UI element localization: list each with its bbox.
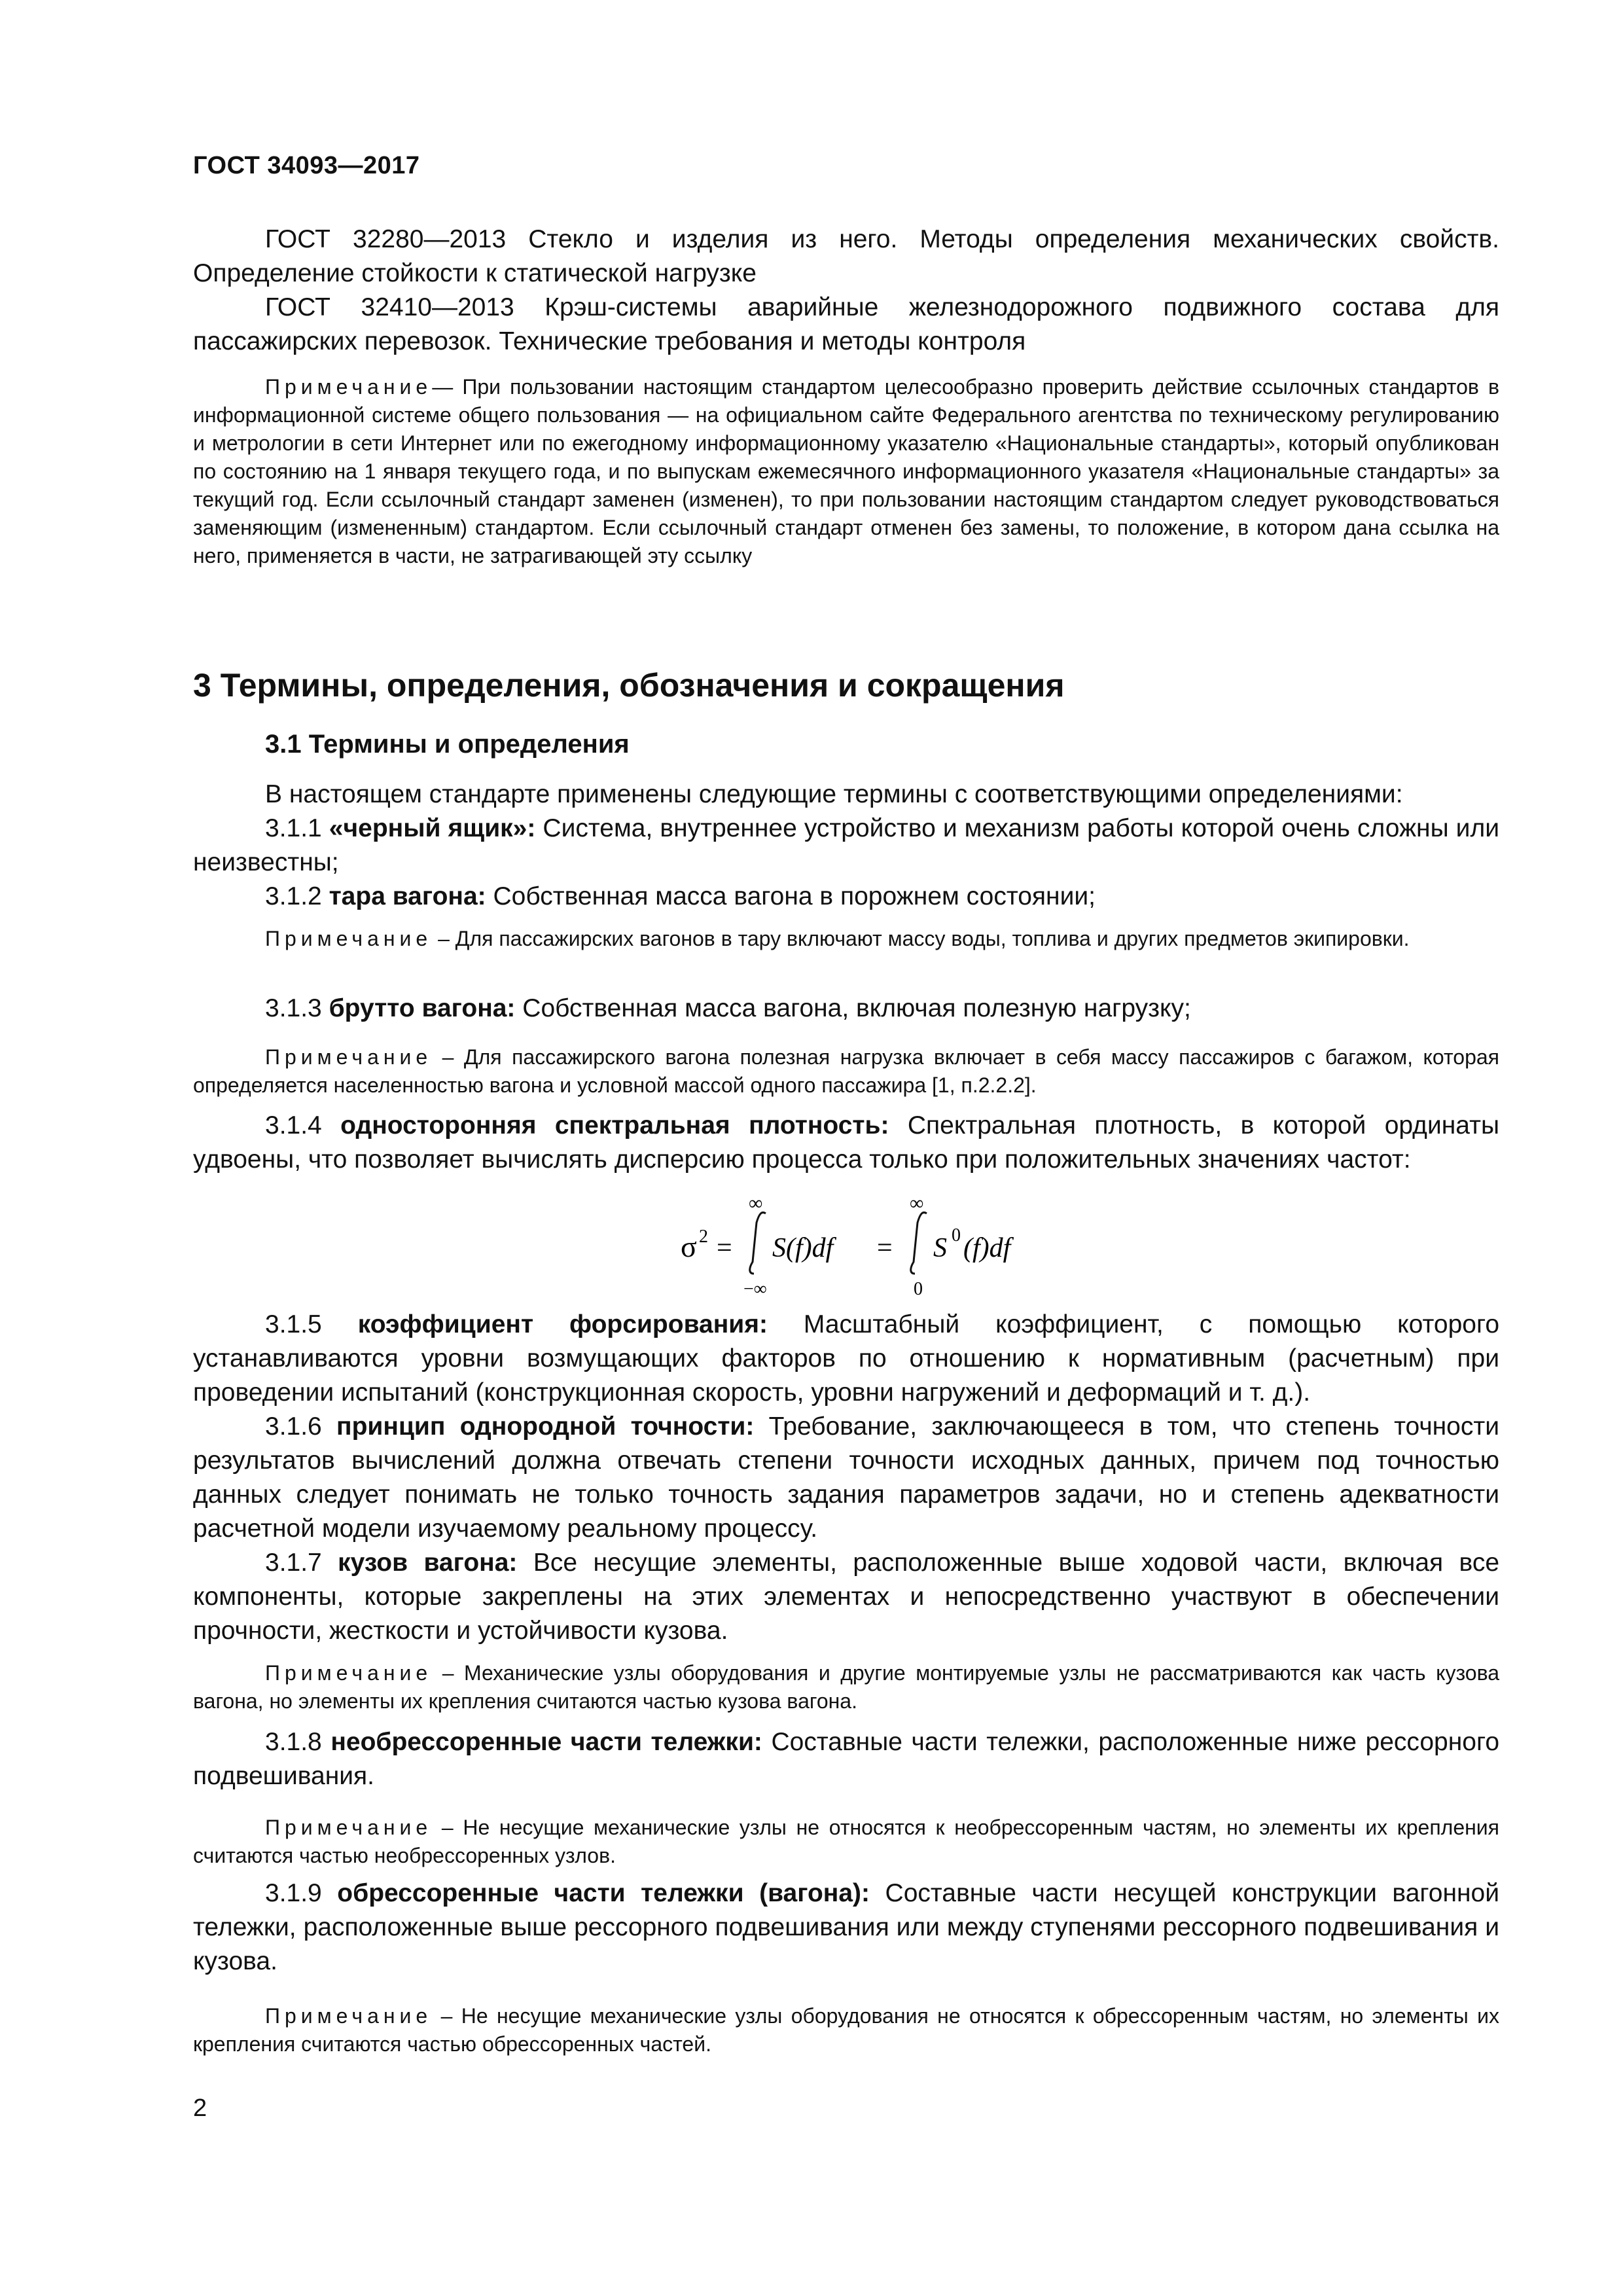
variance-formula <box>681 1196 1047 1301</box>
formula-sigma: σ <box>681 1230 697 1263</box>
formula-lower-limit-1: −∞ <box>743 1279 767 1299</box>
term-3-1-5: 3.1.5 коэффициент форсирования: Масштабный коэффициент, с помощью которого устанавливаются уровни возмущающих факторов по отношению к нормативным (расчетным) при проведении испытаний (конструкционная скорость, уровни нагружений и деформаций и т. д.). <box>193 1310 1500 1407</box>
note-3-1-2: Примечание – Для пассажирских вагонов в тару включают массу воды, топлива и других предметов экипировки. <box>265 927 1410 950</box>
subsection-title: 3.1 Термины и определения <box>265 730 630 759</box>
term-3-1-4: 3.1.4 односторонняя спектральная плотность: Спектральная плотность, в которой ординаты удвоены, что позволяет вычислять дисперсию процесса только при положительных значениях частот: <box>193 1111 1499 1174</box>
term-3-1-8: 3.1.8 необрессоренные части тележки: Составные части тележки, расположенные ниже рессорного подвешивания. <box>193 1728 1500 1790</box>
section-title: 3 Термины, определения, обозначения и сокращения <box>193 667 1065 704</box>
formula-equals-2: = <box>877 1233 893 1263</box>
formula-upper-limit-2: ∞ <box>910 1196 924 1214</box>
note-3-1-3: Примечание – Для пассажирского вагона полезная нагрузка включает в себя массу пассажиров с багажом, которая определяется населенностью вагона и условной массой одного пассажира [1, п.2.2.2]. <box>193 1045 1499 1097</box>
formula-upper-limit-1: ∞ <box>749 1196 763 1214</box>
term-3-1-1: 3.1.1 «черный ящик»: Система, внутреннее устройство и механизм работы которой очень сложны или неизвестны; <box>193 814 1499 876</box>
integral-sign-1 <box>750 1213 766 1274</box>
integral-sign-2 <box>911 1213 927 1274</box>
formula-square: 2 <box>699 1227 708 1247</box>
terms-block-1 <box>193 778 1499 914</box>
note-text: — При пользовании настоящим стандартом целесообразно проверить действие ссылочных стандартов в информационной системе общего пользования — на официальном сайте Федерального агентства по техническому регулированию и метрологии в сети Интернет или по ежегодному информационному указателю «Национальные стандарты», который опубликован по состоянию на 1 января текущего года, и по выпускам ежемесячного информационного указателя «Национальные стандарты» за текущий год. Если ссылочный стандарт заменен (изменен), то при пользовании настоящим стандартом следует руководствоваться заменяющим (измененным) стандартом. Если ссылочный стандарт отменен без замены, то положение, в котором дана ссылка на него, применяется в части, не затрагивающей эту ссылку <box>193 375 1499 567</box>
formula-integrand-2-sup: 0 <box>952 1225 961 1246</box>
formula-lower-limit-2: 0 <box>914 1279 923 1299</box>
formula-integrand-2-s: S <box>933 1233 947 1263</box>
note-3-1-8: Примечание – Не несущие механические узлы не относятся к необрессоренным частям, но элементы их крепления считаются частью необрессоренных узлов. <box>193 1816 1499 1867</box>
normative-references <box>193 223 1499 359</box>
formula-equals-1: = <box>717 1233 732 1263</box>
intro-text: В настоящем стандарте применены следующие термины с соответствующими определениями: <box>265 780 1403 808</box>
note-label: Примечание <box>265 375 433 399</box>
term-3-1-7: 3.1.7 кузов вагона: Все несущие элементы, расположенные выше ходовой части, включая все компоненты, которые закреплены на этих элементах и непосредственно участвуют в обеспечении прочности, жесткости и устойчивости кузова. <box>193 1549 1500 1645</box>
term-3-1-6: 3.1.6 принцип однородной точности: Требование, заключающееся в том, что степень точности результатов вычислений должна отвечать степени точности исходных данных, причем под точностью данных следует понимать не только точность задания параметров задачи, но и степень адекватности расчетной модели изучаемому реальному процессу. <box>193 1412 1500 1543</box>
page-number: 2 <box>193 2094 207 2122</box>
note-3-1-9: Примечание – Не несущие механические узлы оборудования не относятся к обрессоренным частям, но элементы их крепления считаются частью обрессоренных частей. <box>193 2004 1499 2056</box>
document-header: ГОСТ 34093—2017 <box>193 152 420 179</box>
term-3-1-2: 3.1.2 тара вагона: Собственная масса вагона в порожнем состоянии; <box>265 882 1096 910</box>
term-3-1-9: 3.1.9 обрессоренные части тележки (вагона): Составные части несущей конструкции вагонной тележки, расположенные выше рессорного подвешивания или между ступенями рессорного подвешивания и кузова. <box>193 1879 1500 1975</box>
formula-integrand-1: S(f)df <box>772 1233 834 1263</box>
terms-block-2 <box>193 1308 1499 1648</box>
term-3-1-3: 3.1.3 брутто вагона: Собственная масса вагона, включая полезную нагрузку; <box>265 994 1191 1022</box>
formula-integrand-2-rest: (f)df <box>963 1233 1011 1263</box>
reference-item: ГОСТ 32410—2013 Крэш-системы аварийные железнодорожного подвижного состава для пассажирских перевозок. Технические требования и методы контроля <box>193 293 1499 355</box>
references-note <box>193 373 1499 570</box>
reference-item: ГОСТ 32280—2013 Стекло и изделия из него. Методы определения механических свойств. Определение стойкости к статической нагрузке <box>193 225 1499 287</box>
note-3-1-7: Примечание – Механические узлы оборудования и другие монтируемые узлы не рассматриваются как часть кузова вагона, но элементы их крепления считаются частью кузова вагона. <box>193 1661 1499 1713</box>
